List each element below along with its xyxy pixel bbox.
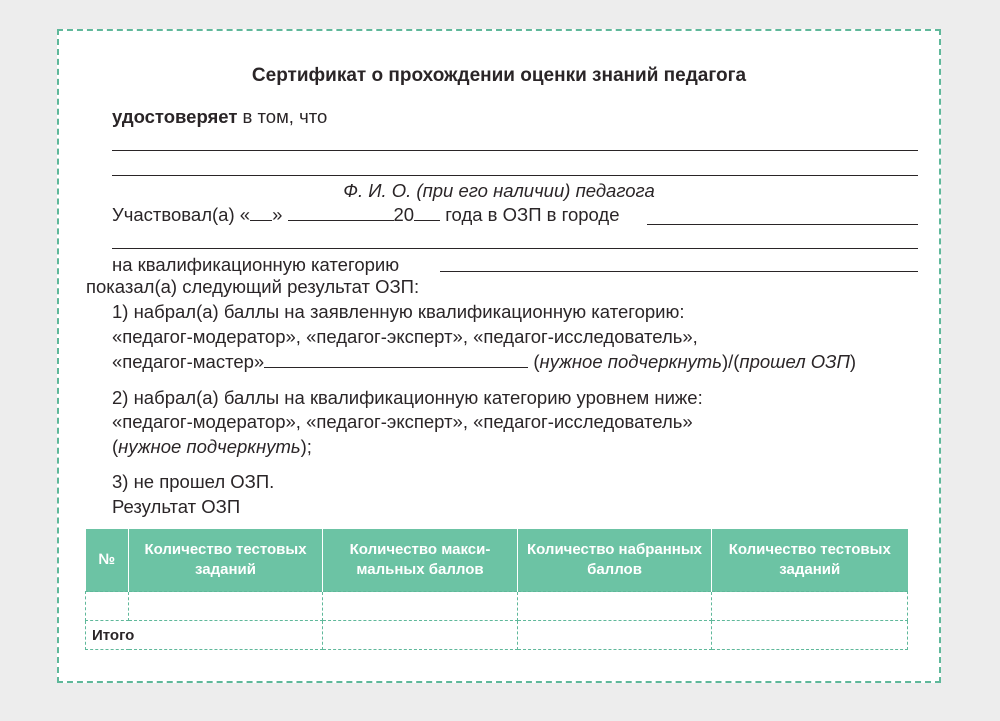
name-blank-line-2[interactable]	[112, 175, 918, 176]
participation-line	[112, 204, 620, 226]
item1-score-blank[interactable]	[264, 351, 528, 368]
participation-prefix: Участвовал(а) «	[112, 204, 251, 225]
city-continuation-line[interactable]	[112, 248, 918, 249]
table-header-row	[86, 529, 908, 592]
year-blank[interactable]	[414, 204, 440, 221]
category-blank-line[interactable]	[440, 271, 918, 272]
total-test-tasks[interactable]	[712, 621, 908, 650]
result-label: Результат ОЗП	[112, 496, 241, 517]
item1-line3-prefix: «педагог-мастер»	[112, 351, 265, 372]
showed-result-label: показал(а) следующий результат ОЗП:	[86, 276, 420, 297]
city-blank-line[interactable]	[647, 224, 918, 225]
participation-quote-close: »	[272, 204, 288, 225]
year-prefix: 20	[393, 204, 415, 225]
day-blank[interactable]	[250, 204, 272, 221]
results-table	[85, 529, 908, 650]
cell-number[interactable]	[86, 592, 129, 621]
total-label: Итого	[86, 621, 323, 650]
item1-note1: нужное подчеркнуть	[539, 351, 722, 372]
table-row	[86, 592, 908, 621]
category-label: на квалификационную категорию	[112, 254, 400, 275]
participation-suffix: года в ОЗП в городе	[440, 204, 620, 225]
item3-line1: 3) не прошел ОЗП.	[112, 471, 275, 492]
fio-label: Ф. И. О.	[343, 180, 412, 201]
certifies-bold: удостоверяет	[112, 106, 238, 127]
item1-line2: «педагог-модератор», «педагог-эксперт», «педагог-исследователь»,	[112, 326, 698, 347]
total-scored-points[interactable]	[518, 621, 712, 650]
fio-caption	[59, 180, 939, 202]
header-test-tasks: Количество тестовых заданий	[129, 529, 323, 592]
certifies-line	[112, 106, 327, 128]
item2-line3: (нужное подчеркнуть);	[112, 436, 312, 457]
cell-test-tasks[interactable]	[129, 592, 323, 621]
month-blank[interactable]	[288, 204, 394, 221]
certificate-card	[57, 29, 941, 683]
header-test-tasks-2: Количество тестовых заданий	[712, 529, 908, 592]
certifies-rest: в том, что	[237, 106, 328, 127]
fio-paren: (при его наличии)	[416, 180, 571, 201]
item1-line3: «педагог-мастер» (нужное подчеркнуть)/(прошел ОЗП)	[112, 351, 857, 372]
cell-scored-points[interactable]	[518, 592, 712, 621]
header-max-points: Количество макси-мальных баллов	[323, 529, 518, 592]
certificate-title: Сертификат о прохождении оценки знаний педагога	[251, 65, 747, 86]
fio-role: педагога	[575, 180, 655, 201]
item1-note2: прошел ОЗП	[739, 351, 850, 372]
header-scored-points: Количество набранных баллов	[518, 529, 712, 592]
item2-line1: 2) набрал(а) баллы на квалификационную категорию уровнем ниже:	[112, 387, 703, 408]
item1-line1: 1) набрал(а) баллы на заявленную квалификационную категорию:	[112, 301, 685, 322]
cell-test-tasks-2[interactable]	[712, 592, 908, 621]
name-blank-line-1[interactable]	[112, 150, 918, 151]
cell-max-points[interactable]	[323, 592, 518, 621]
item2-note: нужное подчеркнуть	[118, 436, 301, 457]
total-max-points[interactable]	[323, 621, 518, 650]
header-number: №	[86, 529, 129, 592]
item2-line2: «педагог-модератор», «педагог-эксперт», «педагог-исследователь»	[112, 411, 693, 432]
table-total-row	[86, 621, 908, 650]
